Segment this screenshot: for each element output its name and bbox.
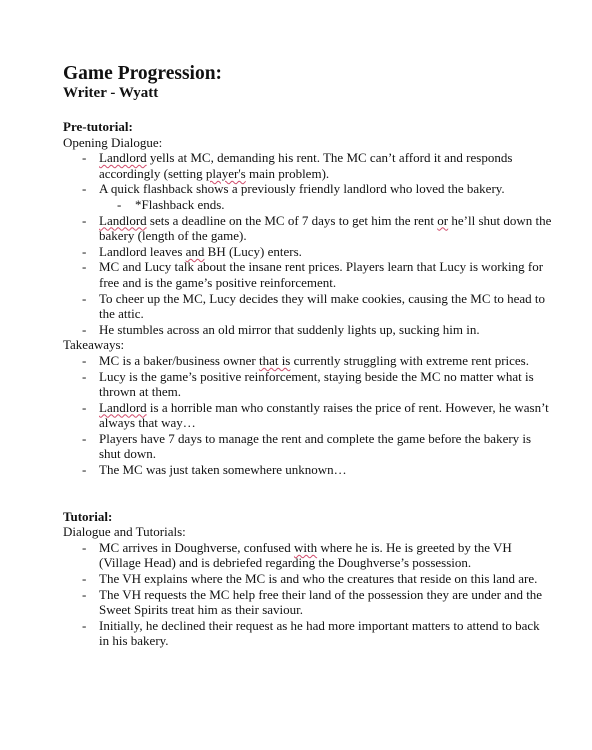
list-item bbox=[63, 150, 552, 181]
list-item-text: The MC was just taken somewhere unknown… bbox=[99, 462, 347, 478]
sub-list-item bbox=[63, 197, 552, 213]
list-item-text: he’ll shut down the bakery (length of the game). bbox=[99, 212, 552, 244]
list-item-text: MC is a baker/business owner bbox=[99, 352, 259, 368]
opening-dialogue-list bbox=[63, 150, 552, 337]
spellcheck-word: Landlord bbox=[99, 212, 147, 228]
list-item bbox=[63, 400, 552, 431]
list-item-text: Landlord leaves bbox=[99, 243, 186, 259]
list-item-text: MC and Lucy talk about the insane rent prices. Players learn that Lucy is working for free and is the game’s positive reinforcement. bbox=[99, 259, 544, 290]
list-item bbox=[63, 431, 552, 462]
list-item bbox=[63, 213, 552, 244]
list-item bbox=[63, 587, 552, 618]
list-item-text: currently struggling with extreme rent prices. bbox=[290, 352, 529, 368]
takeaways-list bbox=[63, 353, 552, 478]
takeaways-label: Takeaways: bbox=[63, 337, 125, 353]
pre-tutorial-section bbox=[63, 119, 552, 478]
tutorial-heading: Tutorial: bbox=[63, 508, 113, 524]
document-title: Game Progression: bbox=[63, 63, 223, 84]
document-subtitle: Writer - Wyatt bbox=[63, 85, 159, 101]
list-item-text: sets a deadline on the MC of 7 days to get him the rent bbox=[146, 212, 438, 228]
sub-list-item-text: *Flashback ends. bbox=[135, 196, 225, 212]
list-item-text: where he is. He is greeted by the VH (Village Head) and is debriefed regarding the Doughverse’s possession. bbox=[99, 539, 512, 571]
list-item-text: main problem). bbox=[245, 165, 330, 181]
list-item bbox=[63, 244, 552, 260]
list-item bbox=[63, 571, 552, 587]
list-item-text: Lucy is the game’s positive reinforcement, staying beside the MC no matter what is thrown at them. bbox=[99, 368, 534, 400]
list-item-text: To cheer up the MC, Lucy decides they will make cookies, causing the MC to head to the attic. bbox=[99, 290, 546, 322]
spellcheck-word: with bbox=[293, 539, 318, 555]
dialogue-tutorials-label: Dialogue and Tutorials: bbox=[63, 524, 186, 540]
list-item-text: MC arrives in Doughverse, confused bbox=[99, 539, 294, 555]
spellcheck-word: player's bbox=[205, 165, 246, 181]
list-item-text: The VH requests the MC help free their land of the possession they are under and the Sweet Spirits treat him as their saviour. bbox=[99, 586, 543, 618]
list-item-text: The VH explains where the MC is and who the creatures that reside on this land are. bbox=[99, 571, 538, 587]
list-item-text: He stumbles across an old mirror that suddenly lights up, sucking him in. bbox=[99, 321, 480, 337]
spellcheck-word: that is bbox=[258, 352, 291, 368]
list-item-text: Initially, he declined their request as he had more important matters to attend to back in his bakery. bbox=[99, 617, 540, 649]
list-item bbox=[63, 353, 552, 369]
sub-list bbox=[63, 197, 552, 213]
pre-tutorial-heading: Pre-tutorial: bbox=[63, 119, 133, 134]
list-item bbox=[63, 462, 552, 478]
list-item bbox=[63, 259, 552, 290]
spellcheck-word: Landlord bbox=[99, 150, 147, 166]
spellcheck-word: Landlord bbox=[99, 399, 147, 415]
opening-dialogue-label: Opening Dialogue: bbox=[63, 134, 163, 150]
list-item bbox=[63, 618, 552, 649]
list-item-text: Players have 7 days to manage the rent and complete the game before the bakery is shut down. bbox=[99, 430, 532, 462]
tutorial-section bbox=[63, 509, 552, 649]
list-item bbox=[63, 369, 552, 400]
spellcheck-word: or bbox=[437, 212, 449, 228]
list-item bbox=[63, 291, 552, 322]
list-item bbox=[63, 540, 552, 571]
list-item-text: BH (Lucy) enters. bbox=[204, 243, 302, 259]
list-item-text: A quick flashback shows a previously friendly landlord who loved the bakery. bbox=[99, 181, 505, 197]
list-item-text: yells at MC, demanding his rent. The MC can’t afford it and responds accordingly (setting bbox=[99, 150, 513, 181]
spellcheck-word: and bbox=[185, 243, 205, 259]
list-item-text: is a horrible man who constantly raises the price of rent. However, he wasn’t always that way… bbox=[99, 399, 549, 431]
list-item bbox=[63, 322, 552, 338]
section-spacer bbox=[63, 478, 552, 509]
list-item bbox=[63, 181, 552, 212]
tutorial-list bbox=[63, 540, 552, 649]
